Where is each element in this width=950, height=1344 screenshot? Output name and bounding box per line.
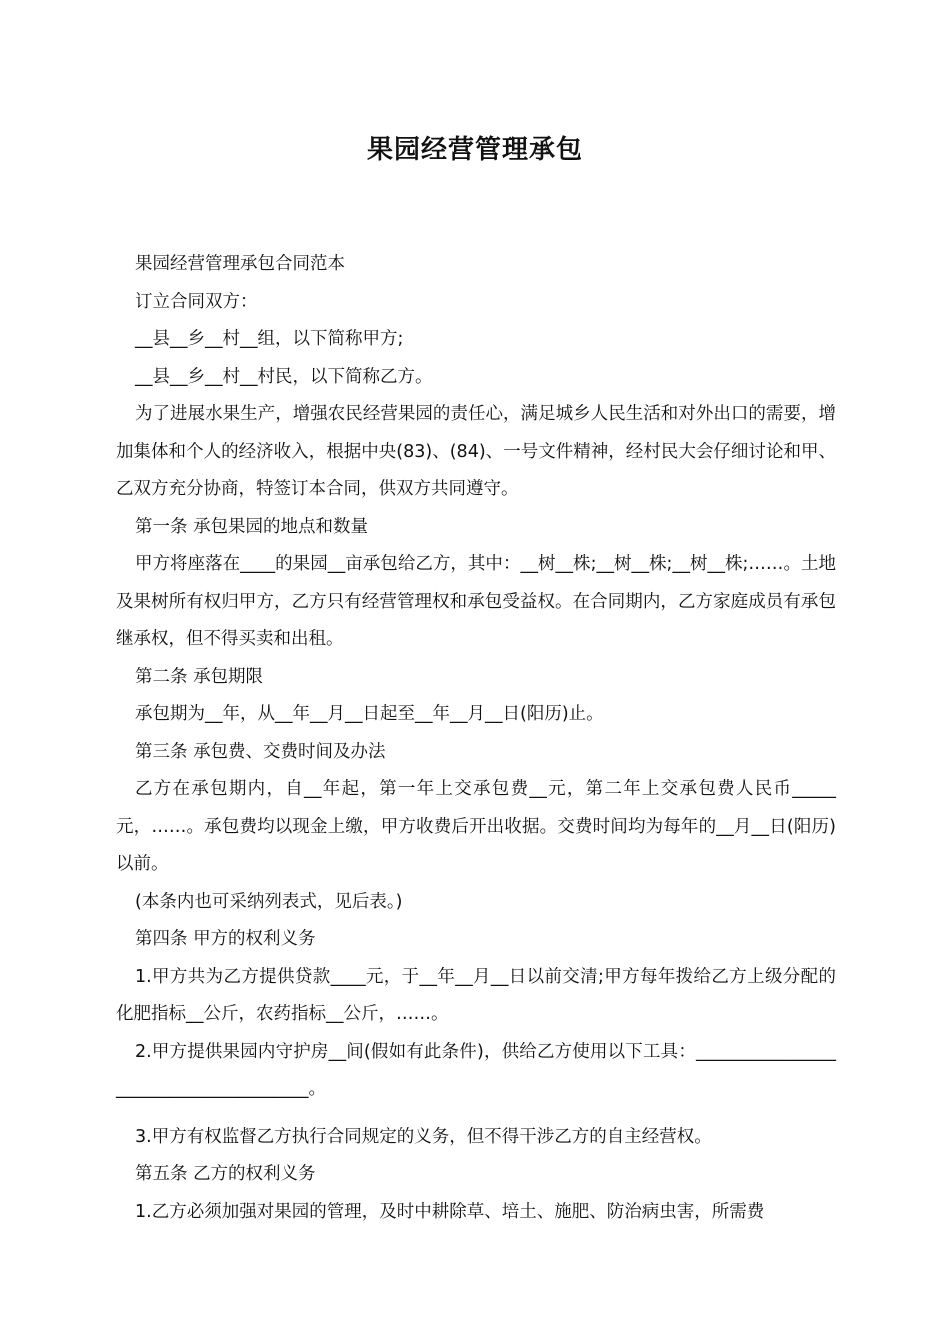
article-4-item-3: 3.甲方有权监督乙方执行合同规定的义务，但不得干涉乙方的自主经营权。 [135,1126,712,1147]
article-2-body: 承包期为__年，从__年__月__日起至__年__月__日(阳历)止。 [135,704,604,724]
article-4-heading: 第四条 甲方的权利义务 [135,929,316,949]
paragraph-preamble: 为了进展水果生产，增强农民经营果园的责任心，满足城乡人民生活和对外出口的需要，增加集体和个人的经济收入，根据中央(83)、(84)、一号文件精神，经村民大会仔细讨论和甲、乙双方充分协商，特签订本合同，供双方共同遵守。 [116,404,836,499]
paragraph-party-a: __县__乡__村__组，以下简称甲方; [135,329,404,349]
article-3-body: 乙方在承包期内，自__年起，第一年上交承包费__元，第二年上交承包费人民币_____元，……。承包费均以现金上缴，甲方收费后开出收据。交费时间均为每年的__月__日(阳历)以前。 [116,779,836,874]
article-1-body: 甲方将座落在____的果园__亩承包给乙方，其中：__树__株;__树__株;__树__株;……。土地及果树所有权归甲方，乙方只有经营管理权和承包受益权。在合同期内，乙方家庭成员有承包继承权，但不得买卖和出租。 [116,554,836,649]
article-4-item-1: 1.甲方共为乙方提供贷款____元，于__年__月__日以前交清;甲方每年拨给乙方上级分配的化肥指标__公斤，农药指标__公斤，……。 [116,966,836,1024]
paragraph-parties-heading: 订立合同双方： [135,291,258,312]
paragraph-party-b: __县__乡__村__村民，以下简称乙方。 [135,366,433,387]
article-1-heading: 第一条 承包果园的地点和数量 [135,516,369,537]
document-body [116,246,836,1231]
article-2-heading: 第二条 承包期限 [135,666,264,687]
article-3-heading: 第三条 承包费、交费时间及办法 [135,741,386,762]
document-title: 果园经营管理承包 [366,135,583,165]
article-5-heading: 第五条 乙方的权利义务 [135,1164,316,1184]
paragraph-subtitle: 果园经营管理承包合同范本 [135,254,345,274]
article-5-item-1: 1.乙方必须加强对果园的管理，及时中耕除草、培土、施肥、防治病虫害，所需费 [135,1201,765,1222]
article-4-item-2: 2.甲方提供果园内守护房__间(假如有此条件)，供给乙方使用以下工具：______________________________________。 [116,1041,836,1099]
article-3-note: (本条内也可采纳列表式，见后表。) [135,891,403,912]
